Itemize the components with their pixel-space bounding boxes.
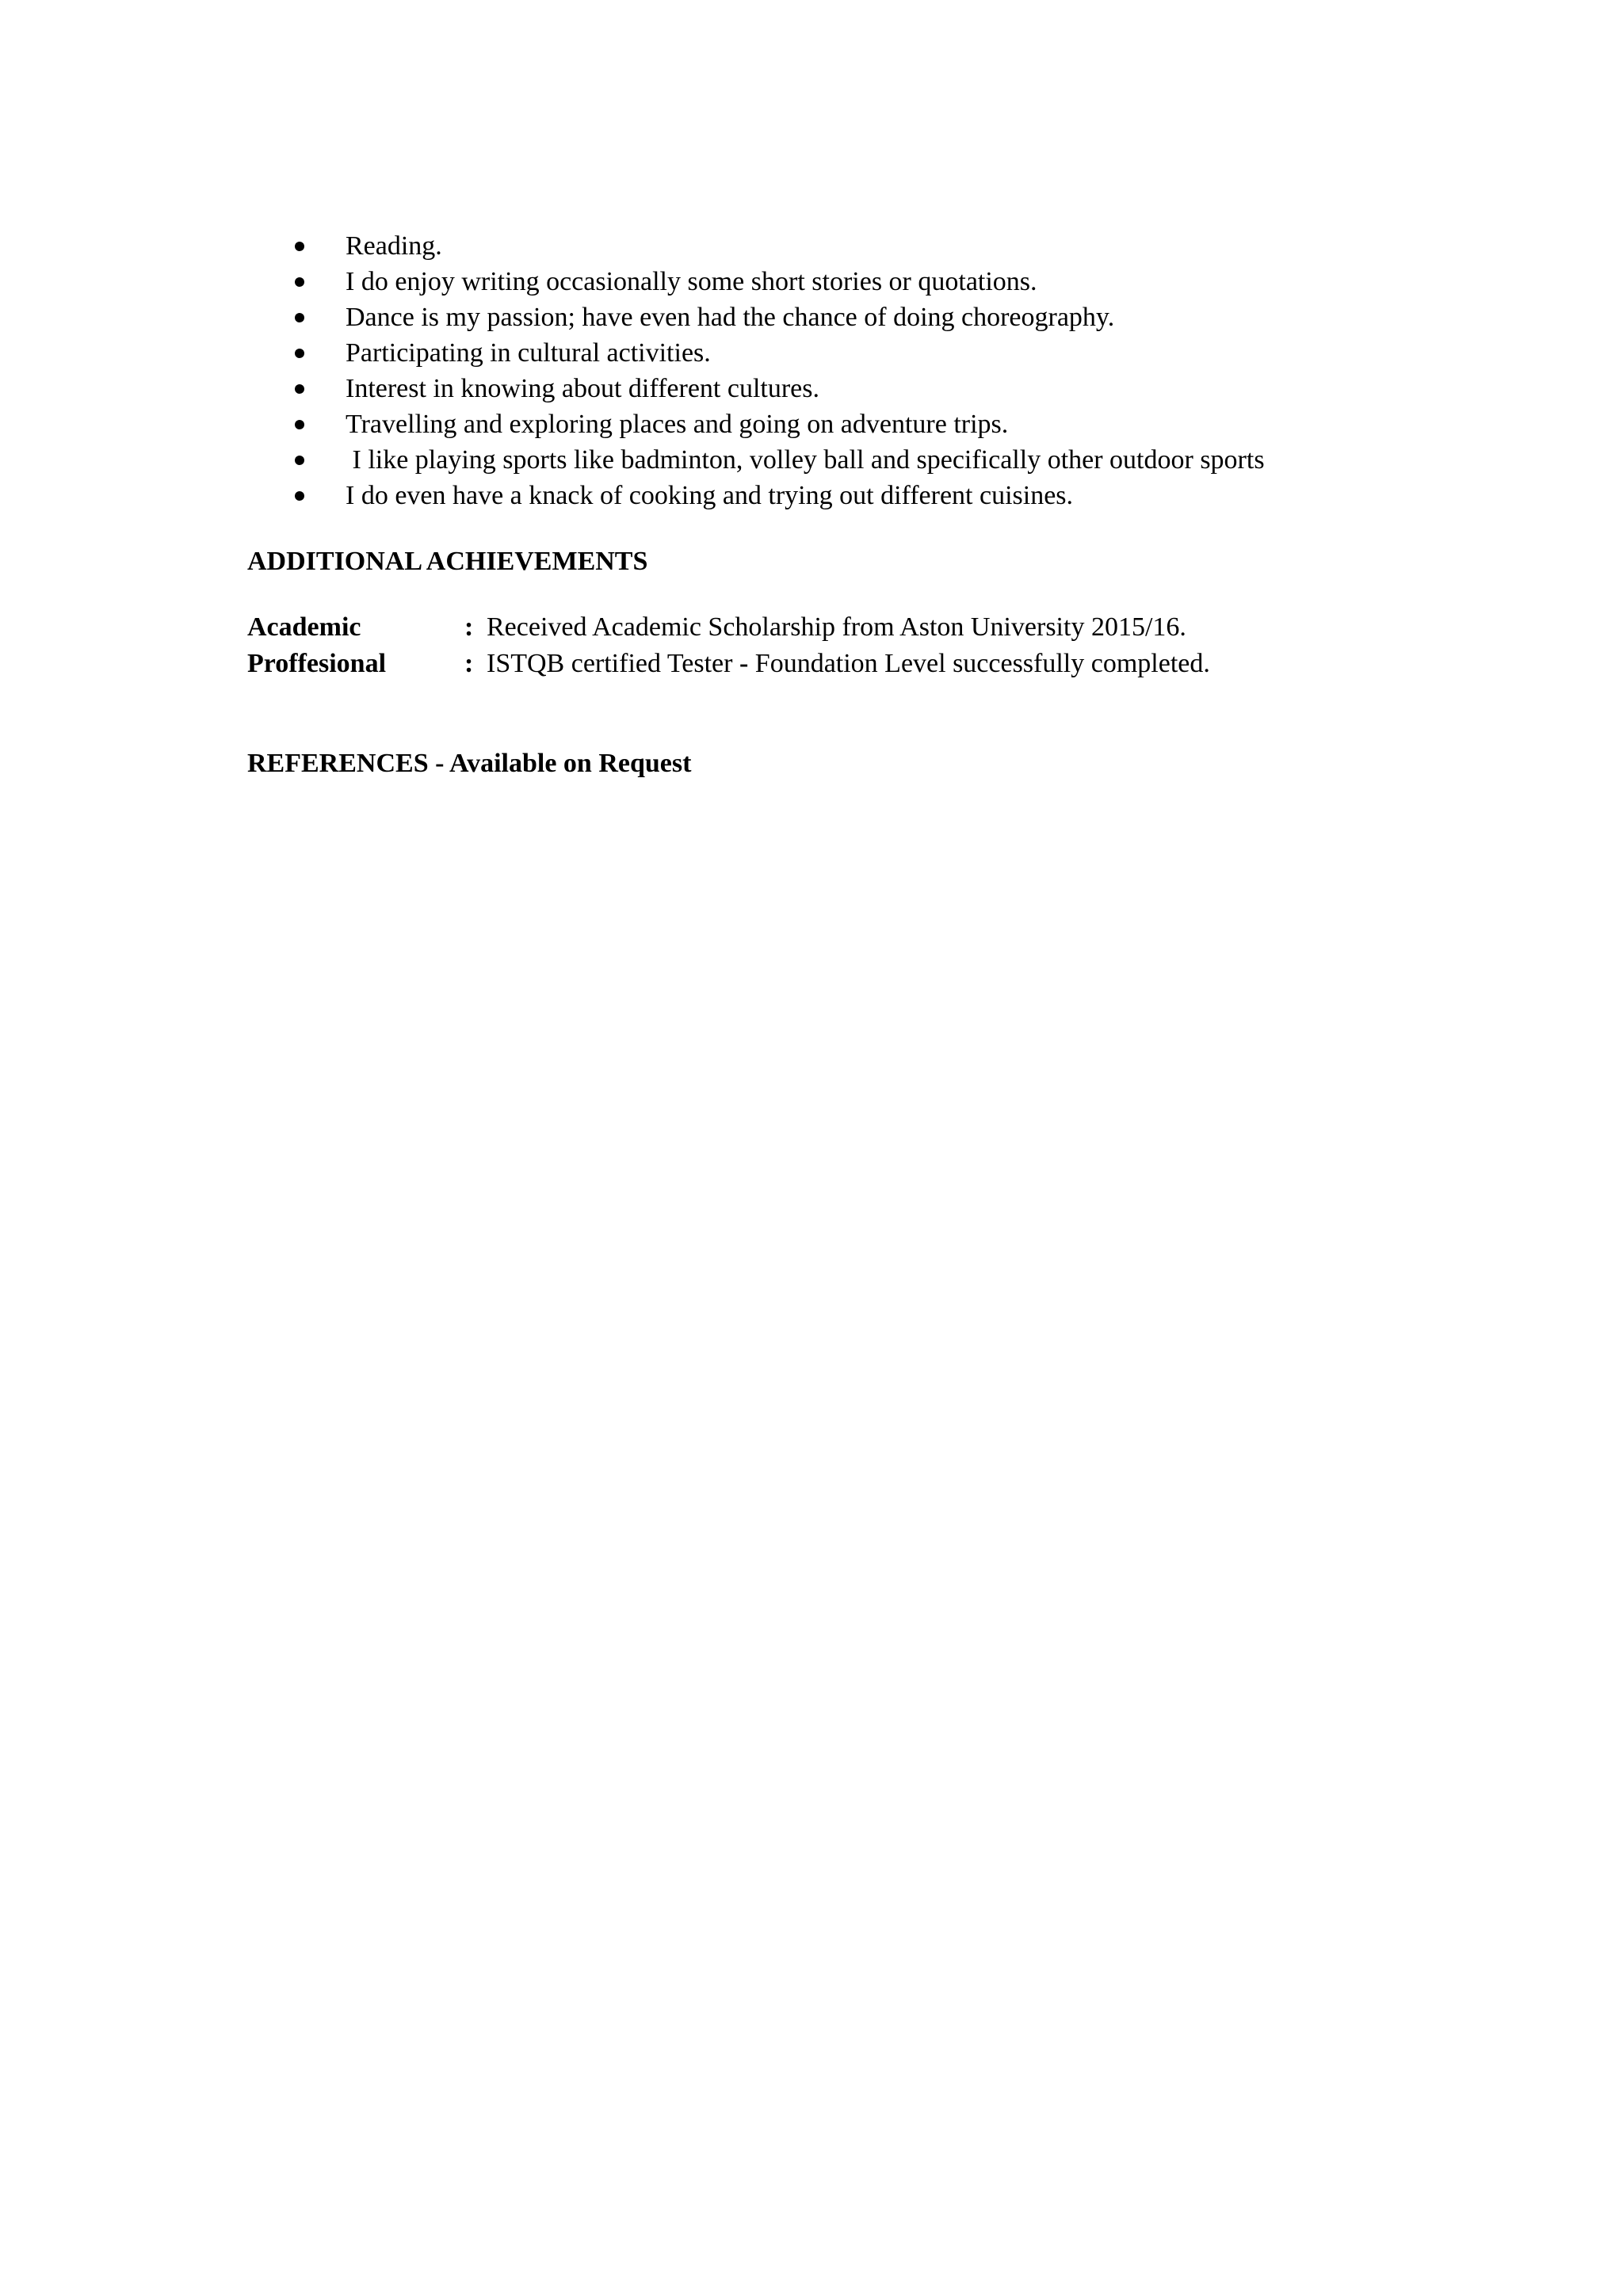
achievement-value-dash: - [739, 649, 749, 678]
list-item-text: Reading. [346, 231, 442, 261]
list-item [247, 335, 1436, 371]
list-item-text: I do enjoy writing occasionally some short stories or quotations. [346, 267, 1037, 296]
achievement-value-part2: Foundation Level successfully completed. [748, 649, 1210, 678]
bullet-icon [295, 299, 304, 335]
list-item [247, 478, 1436, 513]
list-item [247, 442, 1436, 478]
achievement-label: Proffesional [247, 649, 387, 678]
list-item [247, 371, 1436, 406]
list-item [247, 264, 1436, 299]
list-item-text: Travelling and exploring places and going on adventure trips. [346, 410, 1009, 439]
bullet-icon [295, 442, 304, 478]
references-heading: REFERENCES - Available on Request [247, 749, 692, 778]
list-item-text: Dance is my passion; have even had the chance of doing choreography. [346, 303, 1115, 332]
bullet-icon [295, 335, 304, 371]
achievements-table [247, 609, 1436, 682]
list-item [247, 299, 1436, 335]
bullet-icon [295, 478, 304, 513]
achievement-separator: : [464, 649, 474, 678]
bullet-icon [295, 371, 304, 406]
list-item-text: Participating in cultural activities. [346, 338, 711, 368]
bullet-icon [295, 228, 304, 264]
achievement-label: Academic [247, 612, 361, 642]
achievement-separator: : [464, 612, 474, 642]
achievement-value-part1: ISTQB certified Tester [487, 649, 739, 678]
list-item [247, 228, 1436, 264]
achievement-value: Received Academic Scholarship from Aston University 2015/16. [487, 612, 1186, 642]
list-item-text: I like playing sports like badminton, volley ball and specifically other outdoor sports [346, 445, 1265, 475]
achievements-heading: ADDITIONAL ACHIEVEMENTS [247, 547, 648, 576]
achievement-row-academic [247, 609, 1436, 646]
bullet-icon [295, 264, 304, 299]
interests-list [247, 228, 1436, 513]
document-content [247, 228, 1436, 781]
achievement-row-professional [247, 646, 1436, 682]
list-item-text: Interest in knowing about different cultures. [346, 374, 819, 403]
list-item [247, 406, 1436, 442]
list-item-text: I do even have a knack of cooking and trying out different cuisines. [346, 481, 1074, 510]
achievement-value [487, 646, 1210, 682]
bullet-icon [295, 406, 304, 442]
